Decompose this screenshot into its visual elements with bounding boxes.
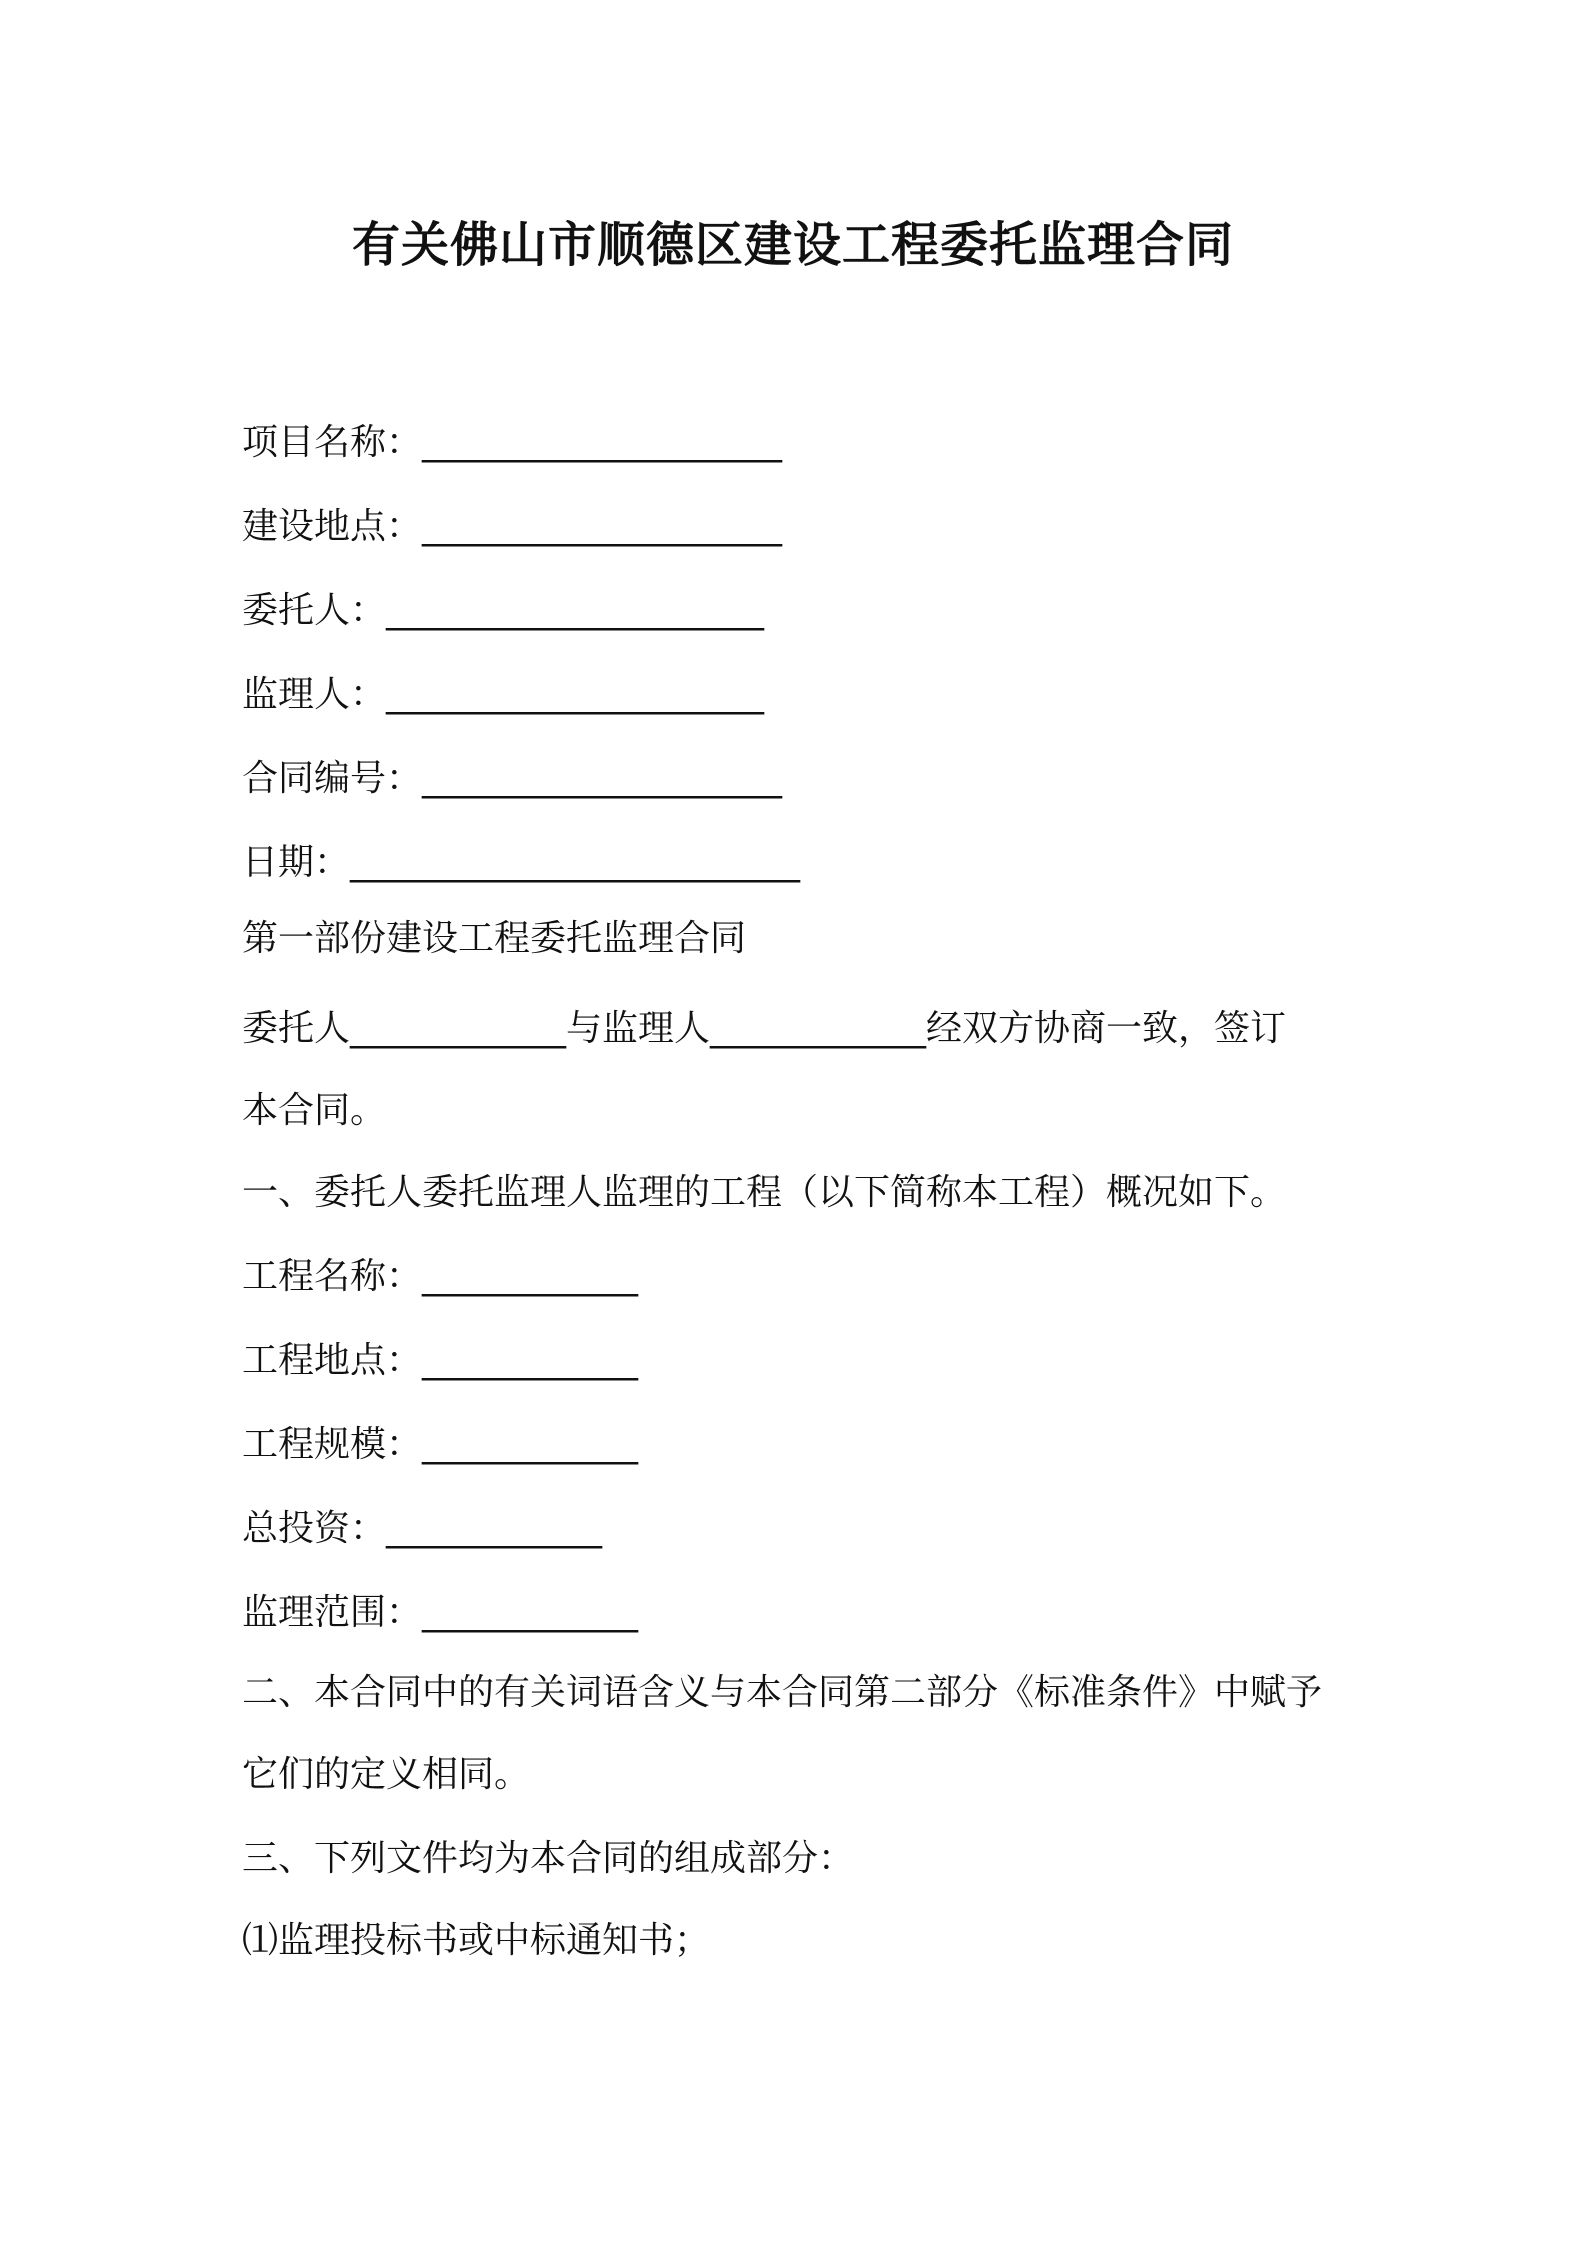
intro-paragraph-line-2: 本合同。 (242, 1090, 387, 1131)
project-field-scale (242, 1420, 638, 1470)
field-label: 工程地点： (242, 1340, 423, 1381)
cover-field-client (242, 586, 764, 636)
cover-field-contract-number (242, 754, 782, 804)
cover-field-project-name (242, 418, 782, 468)
intro-paragraph-line-1: 委托人____________与监理人____________经双方协商一致，签订 (242, 1008, 1287, 1049)
field-blank: ____________ (422, 1424, 639, 1465)
field-label: 项目名称： (242, 422, 423, 463)
cover-field-supervisor (242, 670, 764, 720)
field-blank: ____________________ (422, 422, 783, 463)
field-label: 工程名称： (242, 1256, 423, 1297)
project-field-investment (242, 1504, 602, 1554)
section-1-heading: 一、委托人委托监理人监理的工程（以下简称本工程）概况如下。 (242, 1172, 1287, 1213)
section-3-heading: 三、下列文件均为本合同的组成部分： (242, 1838, 855, 1879)
field-label: 监理人： (242, 674, 387, 715)
field-blank: ____________________ (422, 506, 783, 547)
field-blank: ____________ (422, 1340, 639, 1381)
project-field-location (242, 1336, 638, 1386)
field-blank: ____________________ (422, 758, 783, 799)
field-label: 建设地点： (242, 506, 423, 547)
field-label: 总投资： (242, 1508, 387, 1549)
field-label: 合同编号： (242, 758, 423, 799)
field-label: 委托人： (242, 590, 387, 631)
field-blank: _________________________ (350, 842, 801, 883)
cover-field-date (242, 838, 800, 888)
field-label: 工程规模： (242, 1424, 423, 1465)
field-blank: ____________ (386, 1508, 603, 1549)
field-blank: ____________ (422, 1592, 639, 1633)
document-title: 有关佛山市顺德区建设工程委托监理合同 (351, 217, 1234, 273)
field-blank: _____________________ (386, 590, 765, 631)
field-blank: _____________________ (386, 674, 765, 715)
part-heading: 第一部份建设工程委托监理合同 (242, 918, 747, 959)
field-label: 日期： (242, 842, 351, 883)
section-2-line-1: 二、本合同中的有关词语含义与本合同第二部分《标准条件》中赋予 (242, 1672, 1323, 1713)
list-item-1: ⑴监理投标书或中标通知书； (242, 1920, 711, 1961)
project-field-name (242, 1252, 638, 1302)
field-label: 监理范围： (242, 1592, 423, 1633)
project-field-scope (242, 1588, 638, 1638)
field-blank: ____________ (422, 1256, 639, 1297)
cover-field-location (242, 502, 782, 552)
section-2-line-2: 它们的定义相同。 (242, 1754, 531, 1795)
